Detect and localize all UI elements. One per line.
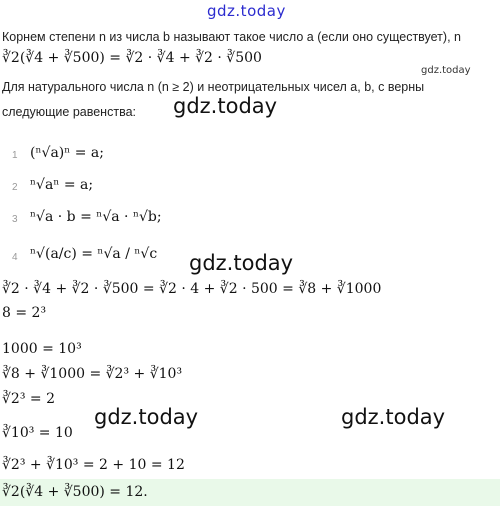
property-number: 2	[12, 182, 18, 193]
solution-line: 1000 = 10³	[2, 341, 82, 357]
property-number: 3	[12, 214, 18, 225]
properties-heading-2: следующие равенства:	[2, 105, 136, 119]
watermark-2: gdz.today	[189, 251, 294, 275]
watermark-3: gdz.today	[94, 405, 199, 429]
watermark-1: gdz.today	[173, 94, 278, 118]
solution-line: ∛2³ = 2	[2, 391, 55, 407]
solution-line: ∛2 · ∛4 + ∛2 · ∛500 = ∛2 · 4 + ∛2 · 500 = ∛8 + ∛1000	[2, 281, 382, 297]
definition-text: Корнем степени n из числа b называют такое число a (если оно существует), n	[2, 30, 461, 44]
properties-heading: Для натурального числа n (n ≥ 2) и неотрицательных чисел a, b, c верны	[2, 80, 425, 94]
watermark-top: gdz.today	[207, 2, 286, 20]
property-formula: ⁿ√(a/c) = ⁿ√a / ⁿ√c	[30, 246, 158, 262]
watermark-4: gdz.today	[341, 405, 446, 429]
watermark-small: gdz.today	[421, 65, 471, 76]
property-formula: ⁿ√aⁿ = a;	[30, 177, 94, 193]
property-number: 4	[12, 252, 18, 263]
solution-line: ∛10³ = 10	[2, 425, 73, 441]
property-formula: ⁿ√a · b = ⁿ√a · ⁿ√b;	[30, 209, 162, 225]
solution-line: 8 = 2³	[2, 305, 47, 321]
property-number: 1	[12, 150, 18, 161]
property-formula: (ⁿ√a)ⁿ = a;	[30, 145, 104, 161]
solution-line: ∛2³ + ∛10³ = 2 + 10 = 12	[2, 457, 185, 473]
solution-line: ∛8 + ∛1000 = ∛2³ + ∛10³	[2, 366, 183, 382]
final-answer: ∛2(∛4 + ∛500) = 12.	[2, 484, 148, 500]
task-expression: ∛2(∛4 + ∛500) = ∛2 · ∛4 + ∛2 · ∛500	[2, 50, 262, 66]
final-answer-row	[0, 479, 500, 506]
